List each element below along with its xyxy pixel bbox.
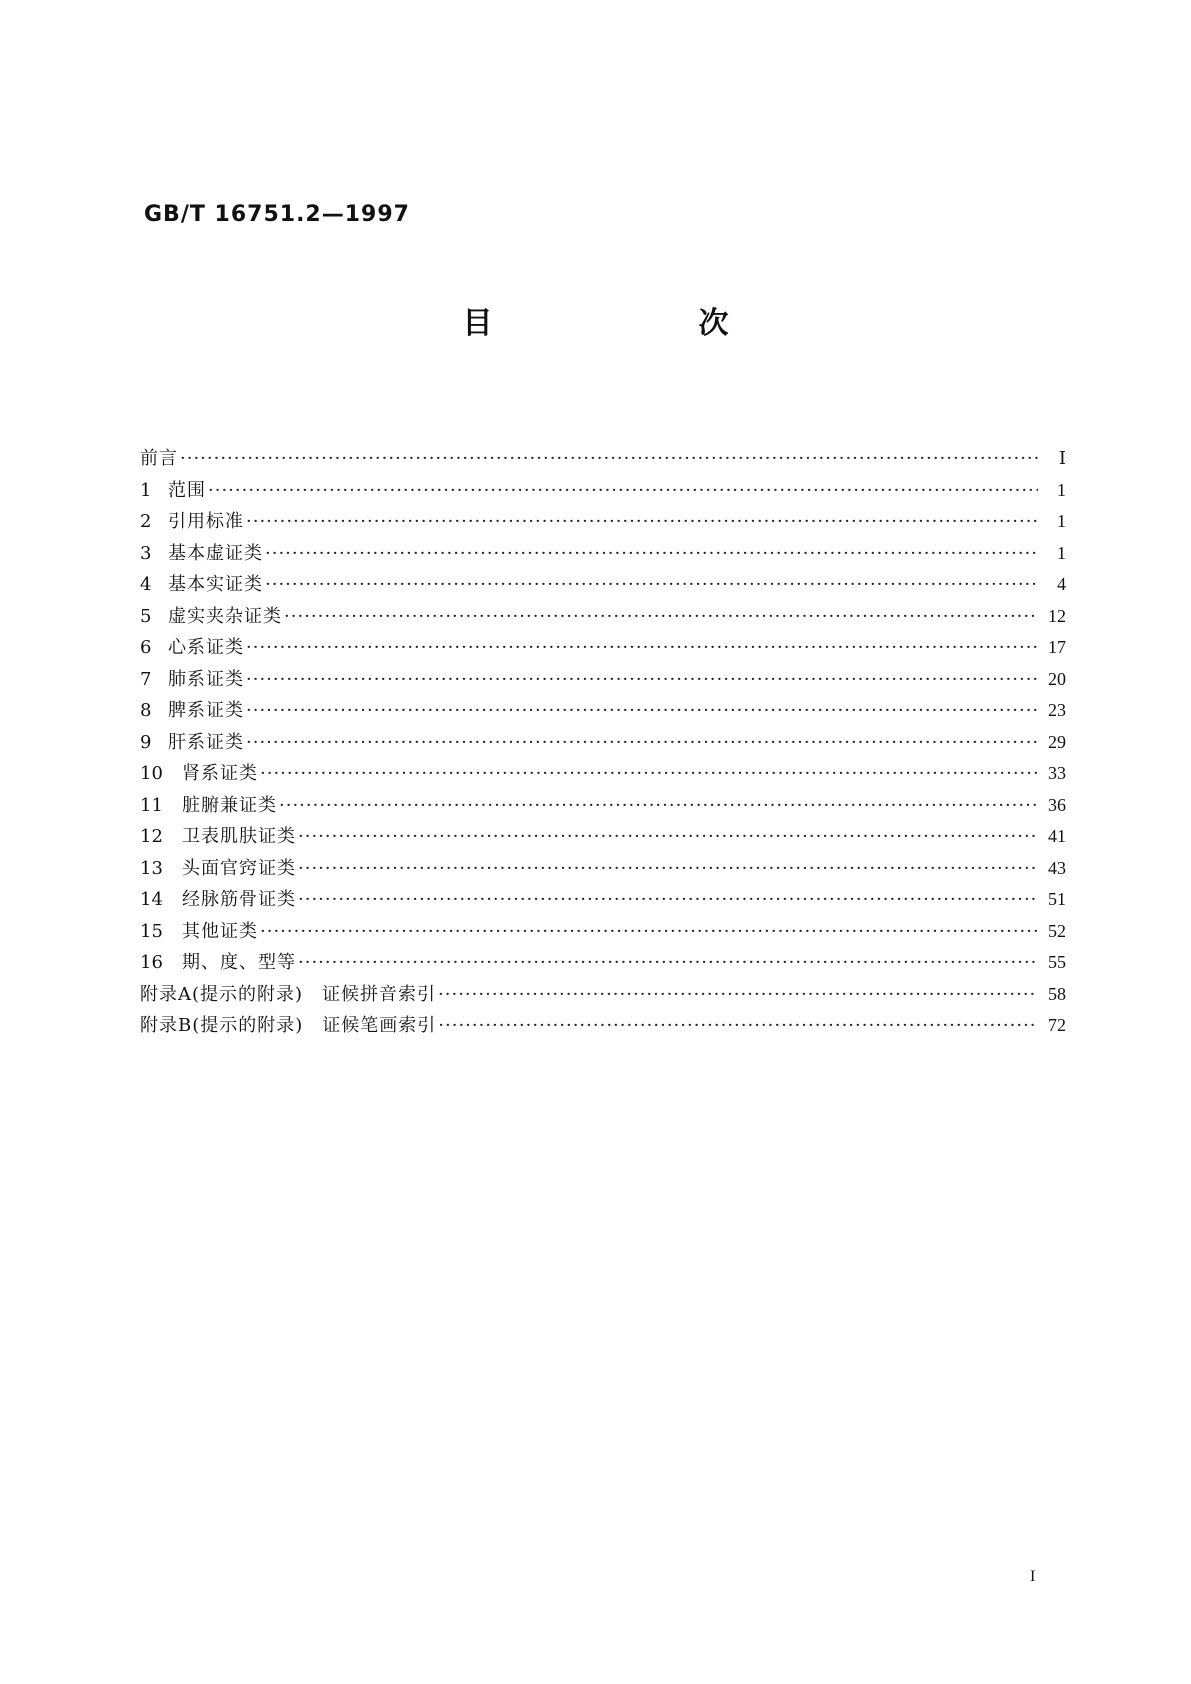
toc-entry-8[interactable] <box>140 695 1066 727</box>
toc-entry-page: 52 <box>1048 920 1066 941</box>
toc-entry-number: 6 <box>140 637 152 658</box>
dot-leader <box>438 1010 1038 1042</box>
toc-entry-1[interactable] <box>140 475 1066 507</box>
toc-entry-label: 附录B(提示的附录) 证候笔画索引 <box>140 1015 437 1036</box>
toc-entry-page: 17 <box>1048 637 1066 657</box>
dot-leader <box>265 538 1038 570</box>
toc-entry-number: 12 <box>140 826 163 847</box>
dot-leader <box>298 821 1038 853</box>
toc-entry-appendix-b[interactable] <box>140 1010 1066 1042</box>
toc-entry-page: 72 <box>1048 1015 1066 1035</box>
toc-entry-page: 12 <box>1048 605 1066 626</box>
toc-entry-page: 43 <box>1048 857 1066 878</box>
toc-entry-number: 8 <box>140 700 152 721</box>
toc-entry-label: 其他证类 <box>182 920 258 942</box>
toc-entry-label: 期、度、型等 <box>182 952 296 973</box>
toc-entry-10[interactable] <box>140 758 1066 790</box>
toc-entry-page: 33 <box>1048 763 1066 783</box>
dot-leader <box>265 569 1038 601</box>
toc-entry-number: 16 <box>140 952 163 973</box>
toc-entry-number: 15 <box>140 920 163 942</box>
toc-entry-page: 1 <box>1057 479 1066 500</box>
toc-entry-number: 5 <box>140 605 152 627</box>
dot-leader <box>246 664 1038 696</box>
toc-entry-label: 肾系证类 <box>182 763 258 784</box>
toc-entry-number: 14 <box>140 889 163 910</box>
dot-leader <box>246 695 1038 727</box>
toc-entry-page: 51 <box>1048 889 1066 909</box>
toc-entry-number: 10 <box>140 763 163 784</box>
page-title: 目 次 <box>462 306 817 341</box>
toc-entry-13[interactable] <box>140 853 1066 885</box>
dot-leader <box>208 475 1038 507</box>
toc-entry-6[interactable] <box>140 632 1066 664</box>
standard-code: GB/T 16751.2—1997 <box>144 202 410 227</box>
toc-entry-number: 4 <box>140 574 152 595</box>
toc-entry-label: 范围 <box>168 479 206 501</box>
toc-entry-number: 13 <box>140 857 163 879</box>
toc-entry-number: 2 <box>140 511 152 532</box>
toc-entry-page: 20 <box>1048 668 1066 689</box>
toc-entry-page: 36 <box>1048 794 1066 815</box>
toc-entry-label: 附录A(提示的附录) 证候拼音索引 <box>140 983 437 1005</box>
toc-entry-label: 肝系证类 <box>168 731 244 753</box>
toc-entry-number: 7 <box>140 668 152 690</box>
toc-entry-page: 41 <box>1048 826 1066 846</box>
toc-entry-page: 58 <box>1048 983 1066 1004</box>
toc-entry-14[interactable] <box>140 884 1066 916</box>
dot-leader <box>298 853 1038 885</box>
table-of-contents <box>140 443 1066 1042</box>
toc-entry-label: 脾系证类 <box>168 700 244 721</box>
toc-entry-label: 引用标准 <box>168 511 244 532</box>
toc-entry-page: 23 <box>1048 700 1066 720</box>
toc-entry-7[interactable] <box>140 664 1066 696</box>
toc-entry-16[interactable] <box>140 947 1066 979</box>
toc-entry-15[interactable] <box>140 916 1066 948</box>
toc-entry-page: 29 <box>1048 731 1066 752</box>
toc-entry-appendix-a[interactable] <box>140 979 1066 1011</box>
dot-leader <box>260 916 1038 948</box>
toc-entry-5[interactable] <box>140 601 1066 633</box>
toc-entry-label: 卫表肌肤证类 <box>182 826 296 847</box>
toc-entry-number: 9 <box>140 731 152 753</box>
dot-leader <box>284 601 1038 633</box>
toc-entry-label: 脏腑兼证类 <box>182 794 277 816</box>
toc-entry-number: 11 <box>140 794 163 816</box>
toc-entry-11[interactable] <box>140 790 1066 822</box>
page-number: I <box>1030 1568 1036 1585</box>
toc-entry-page: 1 <box>1057 511 1066 531</box>
toc-entry-4[interactable] <box>140 569 1066 601</box>
toc-entry-label: 心系证类 <box>168 637 244 658</box>
toc-entry-number: 3 <box>140 542 152 564</box>
dot-leader <box>246 727 1038 759</box>
dot-leader <box>246 632 1038 664</box>
toc-entry-label: 头面官窍证类 <box>182 857 296 879</box>
toc-entry-page: 55 <box>1048 952 1066 972</box>
dot-leader <box>180 443 1038 475</box>
toc-entry-page: 1 <box>1057 542 1066 563</box>
dot-leader <box>260 758 1038 790</box>
toc-entry-9[interactable] <box>140 727 1066 759</box>
dot-leader <box>298 947 1038 979</box>
dot-leader <box>438 979 1038 1011</box>
toc-entry-label: 前言 <box>140 448 178 469</box>
toc-entry-2[interactable] <box>140 506 1066 538</box>
dot-leader <box>298 884 1038 916</box>
toc-entry-page: Ⅰ <box>1058 448 1066 468</box>
toc-entry-label: 经脉筋骨证类 <box>182 889 296 910</box>
dot-leader <box>246 506 1038 538</box>
toc-entry-label: 肺系证类 <box>168 668 244 690</box>
toc-entry-page: 4 <box>1057 574 1066 594</box>
toc-entry-number: 1 <box>140 479 152 501</box>
dot-leader <box>279 790 1038 822</box>
toc-entry-12[interactable] <box>140 821 1066 853</box>
toc-entry-3[interactable] <box>140 538 1066 570</box>
toc-entry-label: 虚实夹杂证类 <box>168 605 282 627</box>
toc-entry-label: 基本虚证类 <box>168 542 263 564</box>
toc-entry-foreword[interactable] <box>140 443 1066 475</box>
toc-entry-label: 基本实证类 <box>168 574 263 595</box>
